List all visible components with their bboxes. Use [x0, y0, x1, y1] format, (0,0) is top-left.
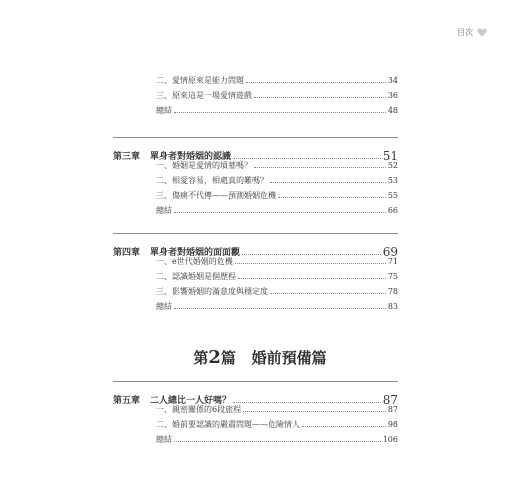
chapter-page: 69 [382, 245, 398, 259]
part-prefix: 第 [193, 349, 209, 367]
page-header [457, 27, 487, 38]
leader-dots [174, 211, 386, 213]
header-title: 目次 [457, 28, 473, 37]
entry-label: 一、親密關係的6段旅程 [156, 405, 242, 414]
entry-label: 三、影響婚姻的滿意度與穩定度 [156, 287, 268, 296]
entry-page: 83 [387, 302, 398, 311]
entry-page: 34 [387, 76, 398, 85]
toc-entry[interactable] [136, 414, 398, 429]
entry-page: 53 [387, 176, 398, 185]
leader-dots [174, 440, 381, 442]
toc-entry[interactable] [136, 85, 398, 100]
toc-entry-summary[interactable] [136, 200, 398, 215]
toc-entry[interactable] [136, 266, 398, 281]
entry-label: 三、傷痛不代傳——預測婚姻危機 [156, 191, 276, 200]
toc-entry[interactable] [136, 281, 398, 296]
toc-entry[interactable] [136, 185, 398, 200]
heart-icon [477, 28, 487, 37]
entry-label: 二、婚前要認識的嚴肅問題——危險情人 [156, 420, 300, 429]
part-suffix: 篇 [220, 349, 236, 367]
leader-dots [235, 262, 386, 264]
toc-entry-summary[interactable] [136, 296, 398, 311]
entry-label: 三、原來這是一場愛情遊戲 [156, 91, 252, 100]
entry-page: 71 [387, 257, 398, 266]
entry-label: 總結 [156, 435, 172, 444]
chapter-number: 第三章 [113, 152, 141, 162]
entry-page: 36 [387, 91, 398, 100]
toc-entry[interactable] [136, 170, 398, 185]
toc-entry[interactable] [136, 399, 398, 414]
toc-entry[interactable] [136, 155, 398, 170]
entry-label: 二、愛情原來是能力問題 [156, 76, 244, 85]
chapter-number: 第四章 [113, 248, 141, 258]
entry-page: 106 [382, 435, 398, 444]
chapter-title: 單身者對婚姻的認識 [150, 152, 232, 162]
leader-dots [270, 181, 386, 183]
entry-page: 75 [387, 272, 398, 281]
part-name: 婚前預備篇 [251, 349, 327, 367]
leader-dots [270, 292, 386, 294]
chapter-page: 87 [382, 393, 398, 407]
toc-chapter-4-entries [136, 251, 398, 311]
entry-page: 66 [387, 206, 398, 215]
toc-chapter-5-entries [136, 399, 398, 444]
leader-dots [278, 196, 386, 198]
leader-dots [174, 307, 386, 309]
entry-label: 一、e世代婚姻的危機 [156, 257, 233, 266]
chapter-number: 第五章 [113, 396, 141, 406]
entry-page: 48 [387, 106, 398, 115]
part-number: 2 [208, 347, 221, 368]
entry-label: 二、相愛容易，相處真的難嗎？ [156, 176, 268, 185]
entry-label: 總結 [156, 302, 172, 311]
entry-label: 一、婚姻是愛情的墳墓嗎？ [156, 161, 252, 170]
entry-page: 98 [387, 420, 398, 429]
entry-label: 總結 [156, 206, 172, 215]
toc-section-continued [136, 70, 398, 115]
leader-dots [302, 425, 386, 427]
chapter-title: 單身者對婚姻的面面觀 [150, 248, 241, 258]
chapter-page: 51 [382, 149, 398, 163]
entry-label: 二、認識婚姻是個歷程 [156, 272, 236, 281]
entry-page: 55 [387, 191, 398, 200]
leader-dots [254, 166, 386, 168]
entry-page: 87 [387, 405, 398, 414]
toc-entry[interactable] [136, 70, 398, 85]
toc-entry[interactable] [136, 251, 398, 266]
entry-page: 78 [387, 287, 398, 296]
leader-dots [254, 96, 386, 98]
entry-label: 總結 [156, 106, 172, 115]
toc-chapter-3-entries [136, 155, 398, 215]
entry-page: 52 [387, 161, 398, 170]
toc-entry-summary[interactable] [136, 429, 398, 444]
leader-dots [174, 111, 386, 113]
leader-dots [246, 81, 386, 83]
toc-entry-summary[interactable] [136, 100, 398, 115]
leader-dots [243, 410, 386, 412]
leader-dots [238, 277, 386, 279]
chapter-title: 二人總比一人好嗎？ [150, 396, 232, 406]
